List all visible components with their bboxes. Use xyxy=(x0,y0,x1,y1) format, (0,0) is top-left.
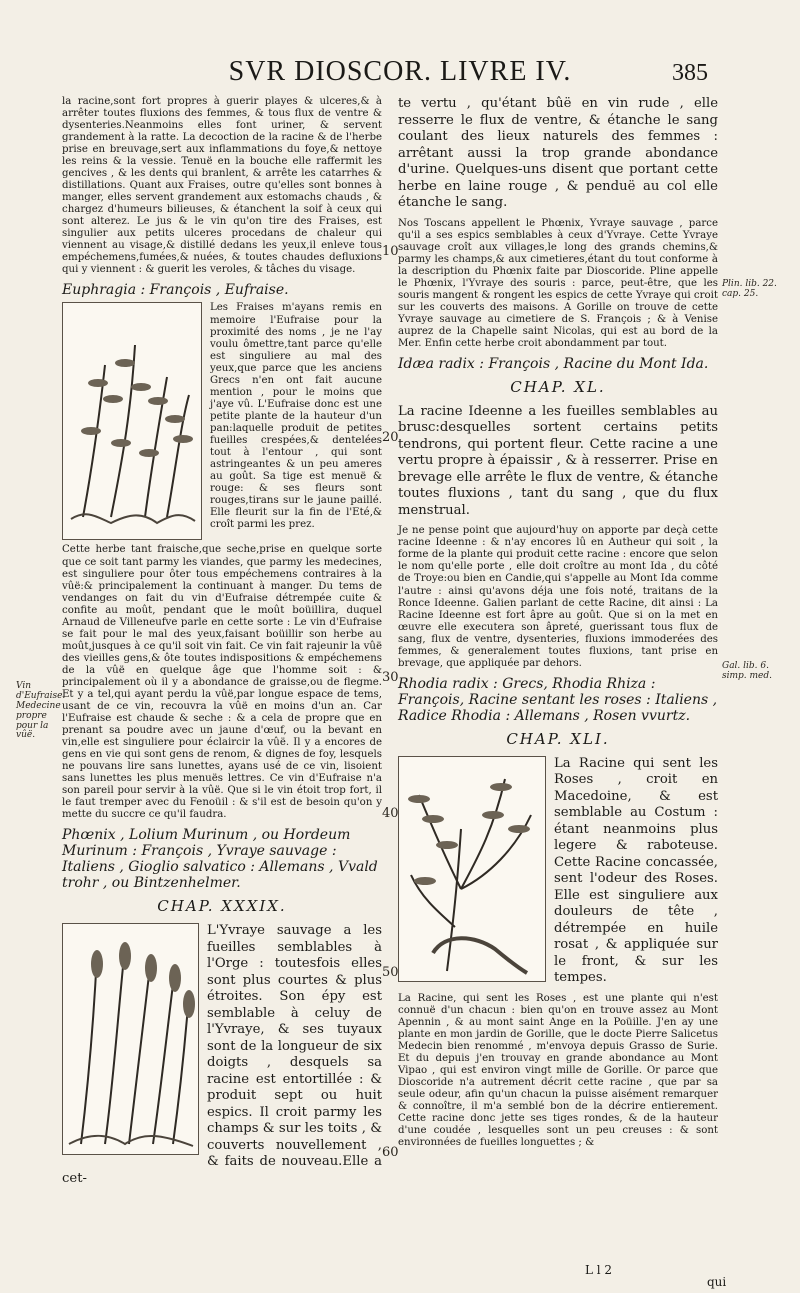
chapter-39-heading: CHAP. XXXIX. xyxy=(157,897,287,916)
chapter-41-heading: CHAP. XLI. xyxy=(506,729,610,748)
line-number-30: 30 xyxy=(382,670,399,685)
left-margin-note: Vin d'Eufraise. Medecine propre pour la vûë. xyxy=(16,681,66,741)
right-top-text: te vertu , qu'étant bûë en vin rude , elle resserre le flux de ventre, & étanche le sang coulant des lieux naturels des femmes : arrêtant aussi la trop grande abondance d'urine. Quelques-uns disent que portant cette herbe en laine rouge , & penduë au col elle étanche le sang. xyxy=(398,96,718,210)
left-intro-text: la racine,sont fort propres à guerir playes & ulceres,& à arrêter toutes fluxions des femmes, & tous flux de ventre & dysenteries.Neanmoins elles font uriner, & servent grandement à la ratte. La decoction de la racine & de l'herbe prise en breuvage,sert aux inflammations du foye,& nettoye les reins & la vessie. Tenuë en la bouche elle raffermit les gencives , & les dents qui branlent, & arrête les catarrhes & distillations. Quant aux Fraises, outre qu'elles sont bonnes à manger, elles servent grandement aux estomachs chauds , & chargez d'humeurs bilieuses, & étanchent la soif à ceux qui sont alterez. Le jus & le vin qu'on tire des Fraises, est singulier aux petits ulceres procedans de chaleur qui viennent au visage,& distillé dedans les yeux,il enleve tous empéchemens,fumées,& nuées, & toutes chaudes defluxions qui y viennent : & guerit les veroles, & tâches du visage. xyxy=(62,96,382,276)
line-number-50: 50 xyxy=(382,965,399,980)
page-number: 385 xyxy=(672,60,708,86)
pliny-margin-note: Plin. lib. 22. cap. 25. xyxy=(722,279,777,299)
signature-mark: L l 2 xyxy=(585,1263,613,1277)
phoenix-illustration xyxy=(62,923,199,1155)
idaea-commentary: Je ne pense point que aujourd'huy on apporte par deçà cette racine Ideenne : & n'ay encores lû en Autheur qui soit , la forme de la plante qui produit cette racine : encore que selon le nom qu'elle porte , elle doit croître au mont Ida , du côté de Troye:ou bien en Candie,qui s'appelle au Mont Ida comme l'autre : ainsi qu'avons déja une fois noté, traitans de la Ronce Ideenne. Galien parlant de cette Racine, dit ainsi : La Racine Ideenne est fort âpre au goût. Que si on la met en œuvre elle executera son âpreté, guerissant tous flux de sang, flux de ventre, dysenteries, fluxions immoderées des femmes, & generalement toutes fluxions, tant prise en brevage, que appliquée par dehors. xyxy=(398,525,718,669)
line-number-10: 10 xyxy=(382,244,399,259)
euphragia-title: Euphragia : François , Eufraise. xyxy=(62,282,289,299)
rhodia-commentary: La Racine, qui sent les Roses , est une plante qui n'est connuë d'un chacun : bien qu'on en trouve assez au Mont Apennin , & au mont saint Ange en la Poüille. J'en ay une plante en mon jardin de Gorille, que le docte Pierre Salicetus Medecin bien renommé , m'envoya depuis Grasso de Surie. Et du depuis j'en trouvay en grande abondance au Mont Vipao , qui est environ vingt mille de Gorille. Or parce que Dioscoride n'a autrement décrit cette racine , que par sa seule odeur, afin qu'un chacun la puisse aisément remarquer & connoître, il m'a semblé bon de la décrire entierement. Cette racine donc jette ses tiges rondes, & de la hauteur d'une coudée , lesquelles sont un peu creuses : & sont environnées de fueilles longuettes ; & xyxy=(398,992,718,1149)
chapter-39-text: L'Yvraye sauvage a les fueilles semblables à l'Orge : toutesfois elles sont plus courtes & plus étroites. Son épy est semblable à celuy de l'Yvraye, & ses tuyaux sont de la longueur de six doigts , desquels sa racine est entortillée : & produit sept ou huit espics. Il croit parmy les champs & sur les toits , & couverts nouvellement , & faits de nouveau.Elle a cet- xyxy=(62,923,382,1186)
euphragia-text: Les Fraises m'ayans remis en memoire l'Eufraise pour la proximité des noms , je ne l'ay voulu ômettre,tant parce qu'elle est singuliere au mal des yeux,que parce que les anciens Grecs n'en ont fait aucune mention , pour le moins que j'aye vû. L'Eufraise donc est une petite plante de la hauteur d'un pan:laquelle produit de petites fueilles crespées,& dentelées tout à l'entour , qui sont astringeantes & un peu ameres au goût. Sa tige est menuë & rouge: & ses fleurs sont rouges,tirans sur le jaune paillé. Elle fleurit sur la fin de l'Eté,& croît parmi les prez. xyxy=(210,302,382,531)
line-number-20: 20 xyxy=(382,430,399,445)
chapter-40-text: La racine Ideenne a les fueilles semblables au brusc:desquelles sortent certains petits tendrons, qui portent fleur. Cette racine a une vertu propre à épaissir , & à resserrer. Prise en brevage elle arrête le flux de ventre, & étanche toutes fluxions , tant du sang , que du flux menstrual. xyxy=(398,403,718,518)
galen-margin-note: Gal. lib. 6. simp. med. xyxy=(722,661,772,681)
left-column xyxy=(62,96,382,1193)
rose-root-icon xyxy=(399,757,545,981)
euphrasia-illustration xyxy=(62,302,202,540)
page-header-title: SVR DIOSCOR. LIVRE IV. xyxy=(228,56,572,87)
euphragia-continued-text: Cette herbe tant fraische,que seche,prise en quelque sorte que ce soit tant parmy les viandes, que parmy les medecines, est singuliere pour ôter tous empéchemens contraires à la vûë:& principalement la continuant à manger. Du tems de vendanges on fait du vin d'Eufraise détrempée cuite & confite au moût, pendant que le moût boüillira, duquel Arnaud de Villeneufve parle en cette sorte : Le vin d'Eufraise se fait pour le mal des yeux,faisant boüillir son herbe au moût,jusques à ce qu'il soit vin fait. Ce vin fait rajeunir la vûë des vieilles gens,& ôte toutes indispositions & empéchemens de la vûë en quelque âge que l'homme soit : & principalement où il y a abondance de graisse,ou de flegme. Et y a tel,qui ayant perdu la vûë,par longue espace de tems, usant de ce vin, recouvra la vûë en moins d'un an. Car l'Eufraise est chaude & seche : & a cela de propre que en prenant sa poudre avec un jaune d'œuf, ou la bevant en vin,elle est singuliere pour éclaircir la vûë. Il y a encores de gens en vie qui sont gens de renom, & dignes de foy, lesquels ne pouvans lire sans lunettes, ayans usé de ce vin, lisoient sans lunettes les plus menuës lettres. Ce vin d'Eufraise n'a son pareil pour servir à la vûë. Que si le vin étoit trop fort, il le faut tremper avec du Fenoüil : & s'il est de besoin qu'on y mette du succre ce qu'il faudra. xyxy=(62,544,382,821)
chapter-41-text: La Racine qui sent les Roses , croit en Macedoine, & est semblable au Costum : étant neanmoins plus legere & raboteuse. Cette Racine concassée, sent l'odeur des Roses. Elle est singuliere aux douleurs de tête , détrempée en huile rosat , & appliquée sur le front, & sur les tempes. xyxy=(554,755,718,986)
euphrasia-plant-icon xyxy=(63,303,201,539)
catchword: qui xyxy=(707,1275,727,1289)
ryegrass-icon xyxy=(63,924,198,1154)
right-column xyxy=(398,96,718,1155)
line-number-60: 60 xyxy=(382,1145,399,1160)
chapter-40-heading: CHAP. XL. xyxy=(510,377,606,396)
line-number-40: 40 xyxy=(382,806,399,821)
phoenix-title: Phœnix , Lolium Murinum , ou Hordeum Murinum : François , Yvraye sauvage : Italiens , Gioglio salvatico : Allemans , Vvald trohr , ou Bintzenhelmer. xyxy=(62,827,378,892)
idaea-title: Idæa radix : François , Racine du Mont Ida. xyxy=(398,355,709,372)
toscans-text: Nos Toscans appellent le Phœnix, Yvraye sauvage , parce qu'il a ses espics semblables à ceux d'Yvraye. Cette Yvraye sauvage croît aux villages,le long des grands chemins,& parmy les champs,& aux cimetieres,étant du tout conforme à la description du Phœnix faite par Dioscoride. Pline appelle le Phœnix, l'Yvraye des souris : parce, peut-être, que les souris mangent & rongent les espics de cette Yvraye qui croit sur les couverts des maisons. A Gorille on trouve de cette Yvraye sauvage au cimetiere de S. François ; & à Venise auprez de la Chapelle saint Nicolas, qui est au bord de la Mer. Enfin cette herbe croit abondamment par tout. xyxy=(398,217,718,349)
rhodia-title: Rhodia radix : Grecs, Rhodia Rhiza : François, Racine sentant les roses : Italiens , Radice Rhodia : Allemans , Rosen vvurtz. xyxy=(398,675,718,724)
rhodia-illustration xyxy=(398,756,546,982)
